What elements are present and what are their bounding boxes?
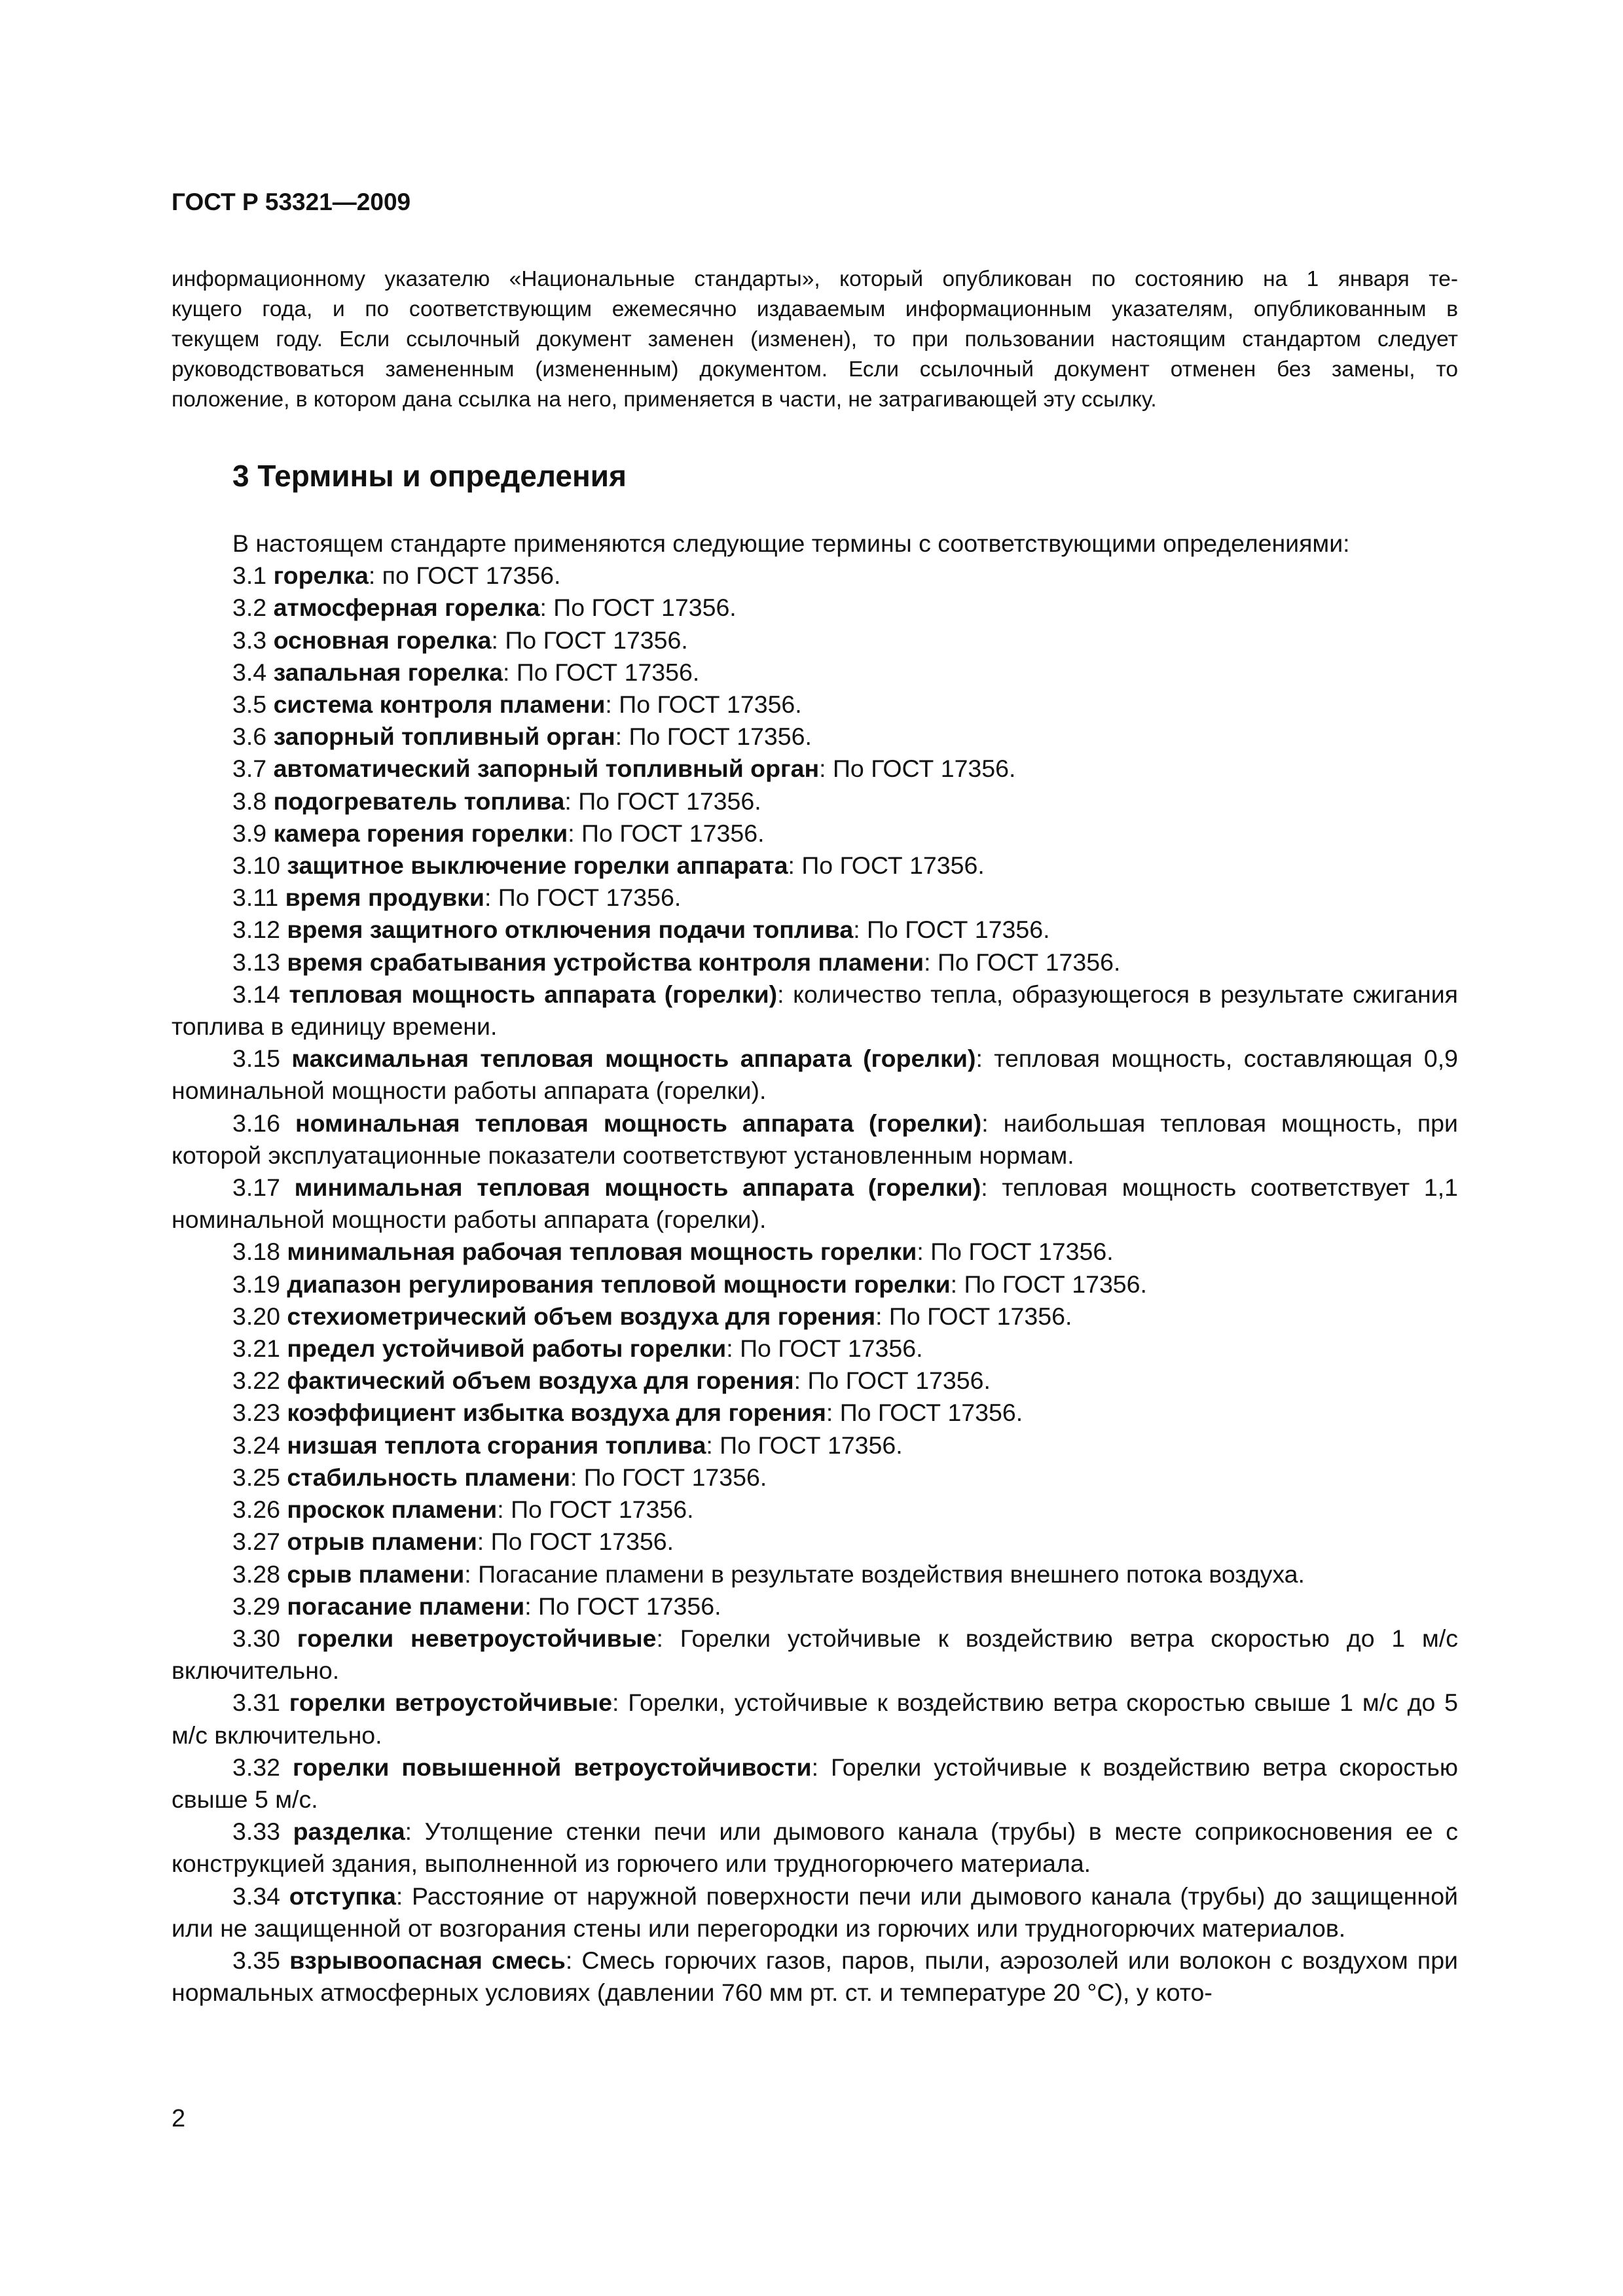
term-number: 3.12 [232, 916, 287, 944]
term-number: 3.25 [232, 1463, 287, 1491]
term-name: время продувки [285, 884, 484, 912]
term-number: 3.4 [232, 658, 274, 686]
term-number: 3.34 [232, 1882, 289, 1910]
term-definition: : Утолщение стенки печи или дымового канала (трубы) в месте соприкосновения ее с конструкцией здания, выполненной из горючего или трудногорючего материала. [172, 1818, 1459, 1878]
term-name: предел устойчивой работы горелки [287, 1335, 727, 1363]
term-definition: : По ГОСТ 17356. [497, 1496, 694, 1524]
term-entry [172, 946, 1458, 978]
term-number: 3.23 [232, 1399, 287, 1427]
section-lead: В настоящем стандарте применяются следующие термины с соответствующими определениями: [232, 529, 1350, 557]
term-name: автоматический запорный топливный орган [273, 755, 820, 783]
term-name: горелки повышенной ветроустойчивости [292, 1753, 812, 1781]
section-title: 3 Термины и определения [232, 459, 627, 493]
term-definition: : По ГОСТ 17356. [726, 1335, 923, 1363]
term-name: разделка [293, 1818, 405, 1846]
term-name: система контроля пламени [273, 691, 606, 719]
intro-line: кущего года, и по соответствующим ежемесячно издаваемым информационным указателям, опубликованным в [172, 297, 1458, 321]
term-number: 3.28 [232, 1560, 287, 1588]
term-definition: : Горелки устойчивые к воздействию ветра скоростью свыше 5 м/с. [172, 1753, 1459, 1813]
term-entry [172, 785, 1458, 817]
term-entry [172, 1300, 1458, 1333]
term-number: 3.13 [232, 948, 287, 976]
term-number: 3.29 [232, 1592, 287, 1620]
term-name: основная горелка [273, 626, 492, 654]
term-definition: : По ГОСТ 17356. [826, 1399, 1023, 1427]
term-name: фактический объем воздуха для горения [287, 1367, 794, 1395]
term-entry [172, 1816, 1458, 1880]
term-number: 3.1 [232, 562, 274, 590]
terms-container [172, 560, 1458, 2009]
term-name: диапазон регулирования тепловой мощности горелки [287, 1270, 951, 1298]
term-entry [172, 1107, 1458, 1172]
term-name: коэффициент избытка воздуха для горения [287, 1399, 826, 1427]
term-definition: : по ГОСТ 17356. [368, 562, 561, 590]
intro-line: информационному указателю «Национальные стандарты», который опубликован по состоянию на 1 января те- [172, 267, 1458, 291]
term-number: 3.32 [232, 1753, 293, 1781]
term-entry [172, 978, 1458, 1043]
term-number: 3.16 [232, 1109, 295, 1137]
term-definition: : Горелки, устойчивые к воздействию ветра скоростью свыше 1 м/с до 5 м/с включительно. [172, 1689, 1458, 1749]
intro-line: текущем году. Если ссылочный документ заменен (изменен), то при пользовании настоящим стандартом следует [172, 327, 1458, 351]
term-number: 3.8 [232, 787, 274, 815]
term-name: срыв пламени [287, 1560, 465, 1588]
term-entry [172, 624, 1458, 656]
term-name: защитное выключение горелки аппарата [287, 852, 788, 880]
term-entry [172, 850, 1458, 882]
term-entry [172, 592, 1458, 624]
term-entry [172, 1751, 1458, 1816]
intro-line: положение, в котором дана ссылка на него, применяется в части, не затрагивающей эту ссылку. [172, 387, 1157, 412]
term-entry [172, 1494, 1458, 1526]
term-definition: : По ГОСТ 17356. [875, 1302, 1072, 1330]
term-name: максимальная тепловая мощность аппарата (горелки) [291, 1045, 976, 1073]
term-definition: : По ГОСТ 17356. [917, 1238, 1114, 1266]
term-name: минимальная рабочая тепловая мощность горелки [287, 1238, 917, 1266]
term-definition: : По ГОСТ 17356. [484, 884, 682, 912]
term-number: 3.9 [232, 819, 274, 847]
term-name: атмосферная горелка [273, 594, 540, 622]
term-number: 3.26 [232, 1496, 287, 1524]
term-entry [172, 1268, 1458, 1300]
term-number: 3.19 [232, 1270, 287, 1298]
term-definition: : По ГОСТ 17356. [793, 1367, 991, 1395]
term-definition: : По ГОСТ 17356. [524, 1592, 721, 1620]
term-number: 3.6 [232, 723, 274, 751]
term-entry [172, 1236, 1458, 1268]
term-name: стабильность пламени [287, 1463, 570, 1491]
term-entry [172, 560, 1458, 592]
term-number: 3.18 [232, 1238, 287, 1266]
term-entry [172, 1945, 1458, 2009]
term-entry [172, 689, 1458, 721]
term-definition: : По ГОСТ 17356. [568, 819, 765, 847]
term-number: 3.33 [232, 1818, 293, 1846]
term-number: 3.27 [232, 1528, 287, 1556]
term-number: 3.10 [232, 852, 287, 880]
term-entry [172, 1429, 1458, 1462]
intro-line: руководствоваться замененным (измененным) документом. Если ссылочный документ отменен без замены, то [172, 357, 1458, 382]
term-number: 3.5 [232, 691, 274, 719]
term-definition: : По ГОСТ 17356. [503, 658, 700, 686]
term-definition: : По ГОСТ 17356. [564, 787, 761, 815]
term-definition: : По ГОСТ 17356. [570, 1463, 767, 1491]
term-number: 3.2 [232, 594, 274, 622]
term-name: время защитного отключения подачи топлива [287, 916, 854, 944]
term-name: стехиометрический объем воздуха для горения [287, 1302, 876, 1330]
term-entry [172, 1043, 1458, 1107]
term-entry [172, 817, 1458, 850]
term-definition: : По ГОСТ 17356. [477, 1528, 674, 1556]
term-definition: : тепловая мощность соответствует 1,1 номинальной мощности работы аппарата (горелки). [172, 1174, 1458, 1234]
term-definition: : наибольшая тепловая мощность, при которой эксплуатационные показатели соответствуют установленным нормам. [172, 1109, 1458, 1169]
term-number: 3.35 [232, 1946, 290, 1974]
page-number: 2 [172, 2105, 186, 2132]
term-entry [172, 1880, 1458, 1945]
term-entry [172, 1590, 1458, 1623]
term-definition: : количество тепла, образующегося в результате сжигания топлива в единицу времени. [172, 980, 1458, 1041]
term-number: 3.22 [232, 1367, 287, 1395]
term-definition: : По ГОСТ 17356. [788, 852, 985, 880]
term-name: тепловая мощность аппарата (горелки) [289, 980, 778, 1008]
term-name: запальная горелка [273, 658, 503, 686]
term-definition: : По ГОСТ 17356. [615, 723, 812, 751]
term-number: 3.15 [232, 1045, 292, 1073]
intro-paragraph [172, 264, 1458, 415]
term-name: горелки неветроустойчивые [297, 1624, 657, 1652]
term-entry [172, 1365, 1458, 1397]
term-number: 3.14 [232, 980, 289, 1008]
term-name: проскок пламени [287, 1496, 498, 1524]
term-entry [172, 1623, 1458, 1687]
term-entry [172, 882, 1458, 914]
term-definition: : Горелки устойчивые к воздействию ветра скоростью до 1 м/с включительно. [172, 1624, 1459, 1685]
term-name: камера горения горелки [273, 819, 568, 847]
term-number: 3.24 [232, 1431, 287, 1459]
term-number: 3.31 [232, 1689, 289, 1717]
term-definition: : По ГОСТ 17356. [491, 626, 688, 654]
term-entry [172, 721, 1458, 753]
term-definition: : тепловая мощность, составляющая 0,9 номинальной мощности работы аппарата (горелки). [172, 1045, 1458, 1105]
term-name: запорный топливный орган [273, 723, 615, 751]
term-definition: : По ГОСТ 17356. [539, 594, 737, 622]
term-entry [172, 1333, 1458, 1365]
term-entry [172, 753, 1458, 785]
term-entry [172, 1526, 1458, 1558]
term-definition: : Смесь горючих газов, паров, пыли, аэрозолей или волокон с воздухом при нормальных атмосферных условиях (давлении 760 мм рт. ст. и температуре 20 °C), у кото- [172, 1946, 1459, 2007]
term-entry [172, 656, 1458, 689]
term-name: номинальная тепловая мощность аппарата (горелки) [295, 1109, 982, 1137]
term-definition: : По ГОСТ 17356. [853, 916, 1050, 944]
term-definition: : По ГОСТ 17356. [950, 1270, 1147, 1298]
term-name: погасание пламени [287, 1592, 525, 1620]
document-code: ГОСТ Р 53321—2009 [172, 188, 411, 215]
term-name: горелки ветроустойчивые [289, 1689, 613, 1717]
terms-list [172, 528, 1458, 2009]
term-name: время срабатывания устройства контроля пламени [287, 948, 924, 976]
term-name: подогреватель топлива [273, 787, 565, 815]
term-definition: : По ГОСТ 17356. [605, 691, 802, 719]
term-name: взрывоопасная смесь [289, 1946, 566, 1974]
term-definition: : Погасание пламени в результате воздействия внешнего потока воздуха. [464, 1560, 1305, 1588]
term-entry [172, 1397, 1458, 1429]
term-number: 3.21 [232, 1335, 287, 1363]
term-name: минимальная тепловая мощность аппарата (горелки) [294, 1174, 981, 1202]
term-definition: : По ГОСТ 17356. [819, 755, 1016, 783]
term-entry [172, 1462, 1458, 1494]
term-number: 3.17 [232, 1174, 295, 1202]
term-number: 3.7 [232, 755, 274, 783]
term-name: горелка [273, 562, 369, 590]
term-number: 3.30 [232, 1624, 297, 1652]
term-entry [172, 1172, 1458, 1236]
term-name: низшая теплота сгорания топлива [287, 1431, 706, 1459]
term-number: 3.3 [232, 626, 274, 654]
term-name: отступка [289, 1882, 396, 1910]
term-definition: : Расстояние от наружной поверхности печи или дымового канала (трубы) до защищенной или не защищенной от возгорания стены или перегородки из горючих или трудногорючих материалов. [172, 1882, 1458, 1942]
term-definition: : По ГОСТ 17356. [924, 948, 1121, 976]
term-entry [172, 914, 1458, 946]
term-entry [172, 1558, 1458, 1590]
term-name: отрыв пламени [287, 1528, 477, 1556]
term-entry [172, 1687, 1458, 1751]
term-number: 3.11 [232, 884, 285, 912]
term-number: 3.20 [232, 1302, 287, 1330]
term-definition: : По ГОСТ 17356. [706, 1431, 903, 1459]
